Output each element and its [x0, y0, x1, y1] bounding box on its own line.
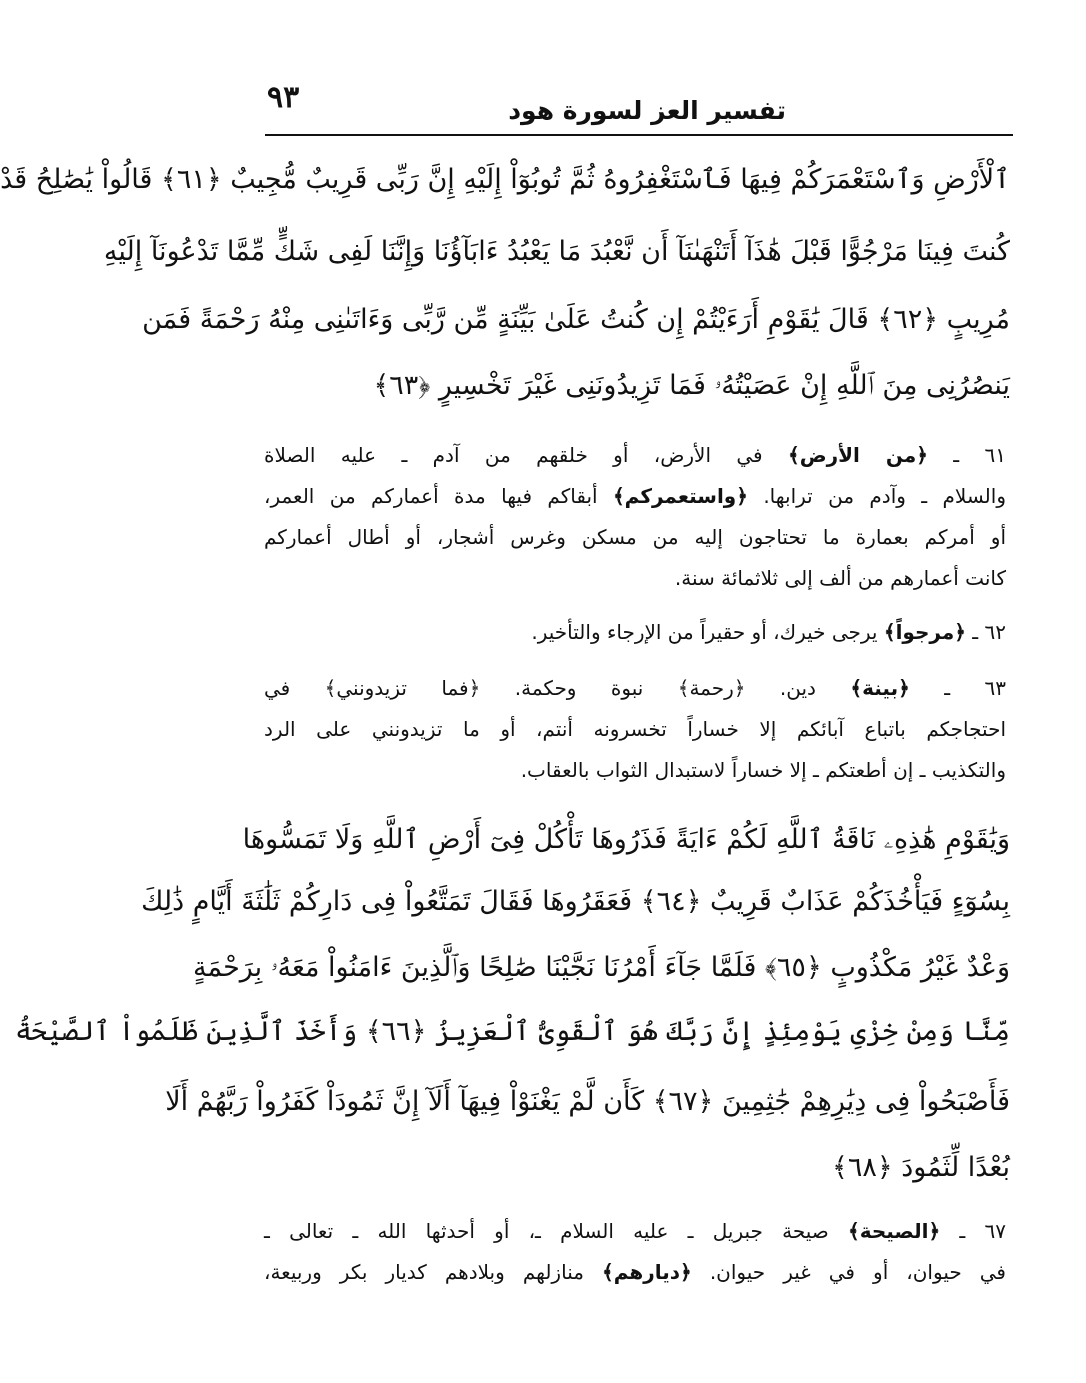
- header-rule: [265, 134, 1013, 136]
- commentary-line: [264, 1257, 1006, 1287]
- glossed-term: ﴿من الأرض﴾: [787, 443, 928, 467]
- gloss-text: منازلهم وبلادهم كديار بكر وربيعة،: [264, 1260, 602, 1284]
- note-number: ٦٣ ـ: [909, 676, 1006, 700]
- commentary-line: كانت أعمارهم من ألف إلى ثلاثمائة سنة.: [674, 566, 1006, 590]
- glossed-term: ﴿الصيحة﴾: [848, 1219, 941, 1243]
- quran-line: مِّنَّا وَمِنْ خِزْىِ يَوْمِئِذٍ إِنَّ رَبَّكَ هُوَ ٱلْقَوِىُّ ٱلْعَزِيزُ ﴿٦٦﴾ وَأَخَذَ ٱلَّذِينَ ظَلَمُواْ ٱلصَّيْحَةُ: [15, 1016, 1010, 1047]
- gloss-text: دين. ﴿رحمة﴾ نبوة وحكمة. ﴿فما تزيدونني﴾ في: [264, 676, 851, 700]
- running-title: تفسير العز لسورة هود: [508, 96, 786, 125]
- quran-line: مُرِيبٍ ﴿٦٢﴾ قَالَ يَٰقَوْمِ أَرَءَيْتُمْ إِن كُنتُ عَلَىٰ بَيِّنَةٍ مِّن رَّبِّى وَءَاتَىٰنِى مِنْهُ رَحْمَةً فَمَن: [142, 304, 1010, 335]
- quran-line: كُنتَ فِينَا مَرْجُوًّا قَبْلَ هَٰذَآ أَتَنْهَىٰنَآ أَن نَّعْبُدَ مَا يَعْبُدُ ءَابَآؤُنَا وَإِنَّنَا لَفِى شَكٍّ مِّمَّا تَدْعُونَآ إِلَيْهِ: [103, 236, 1010, 267]
- glossed-term: ﴿بينة﴾: [850, 676, 910, 700]
- quran-line: يَنصُرُنِى مِنَ ٱللَّهِ إِنْ عَصَيْتُهُۥ فَمَا تَزِيدُونَنِى غَيْرَ تَخْسِيرٍ ﴿٦٣﴾: [373, 370, 1010, 401]
- glossed-term: ﴿واستعمركم﴾: [612, 484, 748, 508]
- quran-line: ٱلْأَرْضِ وَٱسْتَعْمَرَكُمْ فِيهَا فَٱسْتَغْفِرُوهُ ثُمَّ تُوبُوٓاْ إِلَيْهِ إِنَّ رَبِّى قَرِيبٌ مُّجِيبٌ ﴿٦١﴾ قَالُواْ يَٰصَٰلِحُ قَدْ: [0, 164, 1010, 195]
- gloss-text: في حيوان، أو في غير حيوان.: [691, 1260, 1006, 1284]
- gloss-text: أبقاكم فيها مدة أعماركم من العمر،: [264, 484, 613, 508]
- quran-line: فَأَصْبَحُواْ فِى دِيَٰرِهِمْ جَٰثِمِينَ ﴿٦٧﴾ كَأَن لَّمْ يَغْنَوْاْ فِيهَآ أَلَآ إِنَّ ثَمُودَاْ كَفَرُواْ رَبَّهُمْ أَلَا: [165, 1086, 1010, 1117]
- commentary-line: [264, 481, 1006, 511]
- note-number: ٦٢ ـ: [965, 620, 1006, 644]
- quran-line: بِسُوٓءٍ فَيَأْخُذَكُمْ عَذَابٌ قَرِيبٌ ﴿٦٤﴾ فَعَقَرُوهَا فَقَالَ تَمَتَّعُواْ فِى دَارِكُمْ ثَلَٰثَةَ أَيَّامٍ ذَٰلِكَ: [141, 886, 1010, 917]
- commentary-line: [264, 440, 1006, 470]
- quran-line: وَعْدٌ غَيْرُ مَكْذُوبٍ ﴿٦٥﴾ فَلَمَّا جَآءَ أَمْرُنَا نَجَّيْنَا صَٰلِحًا وَٱلَّذِينَ ءَامَنُواْ مَعَهُۥ بِرَحْمَةٍ: [192, 952, 1010, 983]
- glossed-term: ﴿ديارهم﴾: [601, 1260, 692, 1284]
- commentary-line: [264, 1216, 1006, 1246]
- commentary-line: [264, 673, 1006, 703]
- commentary-line: [264, 617, 1006, 647]
- quran-line: بُعْدًا لِّثَمُودَ ﴿٦٨﴾: [832, 1152, 1010, 1183]
- note-number: ٦٧ ـ: [940, 1219, 1006, 1243]
- page-number: ٩٣: [267, 80, 300, 115]
- quran-line: وَيَٰقَوْمِ هَٰذِهِۦ نَاقَةُ ٱللَّهِ لَكُمْ ءَايَةً فَذَرُوهَا تَأْكُلْ فِىٓ أَرْضِ ٱللَّهِ وَلَا تَمَسُّوهَا: [242, 824, 1010, 855]
- gloss-text: والسلام ـ وآدم من ترابها.: [747, 484, 1006, 508]
- gloss-text: يرجى خيرك، أو حقيراً من الإرجاء والتأخير.: [531, 620, 884, 644]
- gloss-text: في الأرض، أو خلقهم من آدم ـ عليه الصلاة: [264, 443, 788, 467]
- commentary-line: احتجاجكم باتباع آبائكم إلا خساراً تخسرونه أنتم، أو ما تزيدونني على الرد: [264, 717, 1006, 741]
- glossed-term: ﴿مرجواً﴾: [883, 620, 966, 644]
- commentary-line: والتكذيب ـ إن أطعتكم ـ إلا خساراً لاستبدال الثواب بالعقاب.: [520, 758, 1006, 782]
- commentary-line: أو أمركم بعمارة ما تحتاجون إليه من مسكن وغرس أشجار، أو أطال أعماركم: [264, 525, 1006, 549]
- gloss-text: صيحة جبريل ـ عليه السلام ـ، أو أحدثها الله ـ تعالى ـ: [264, 1219, 848, 1243]
- note-number: ٦١ ـ: [927, 443, 1006, 467]
